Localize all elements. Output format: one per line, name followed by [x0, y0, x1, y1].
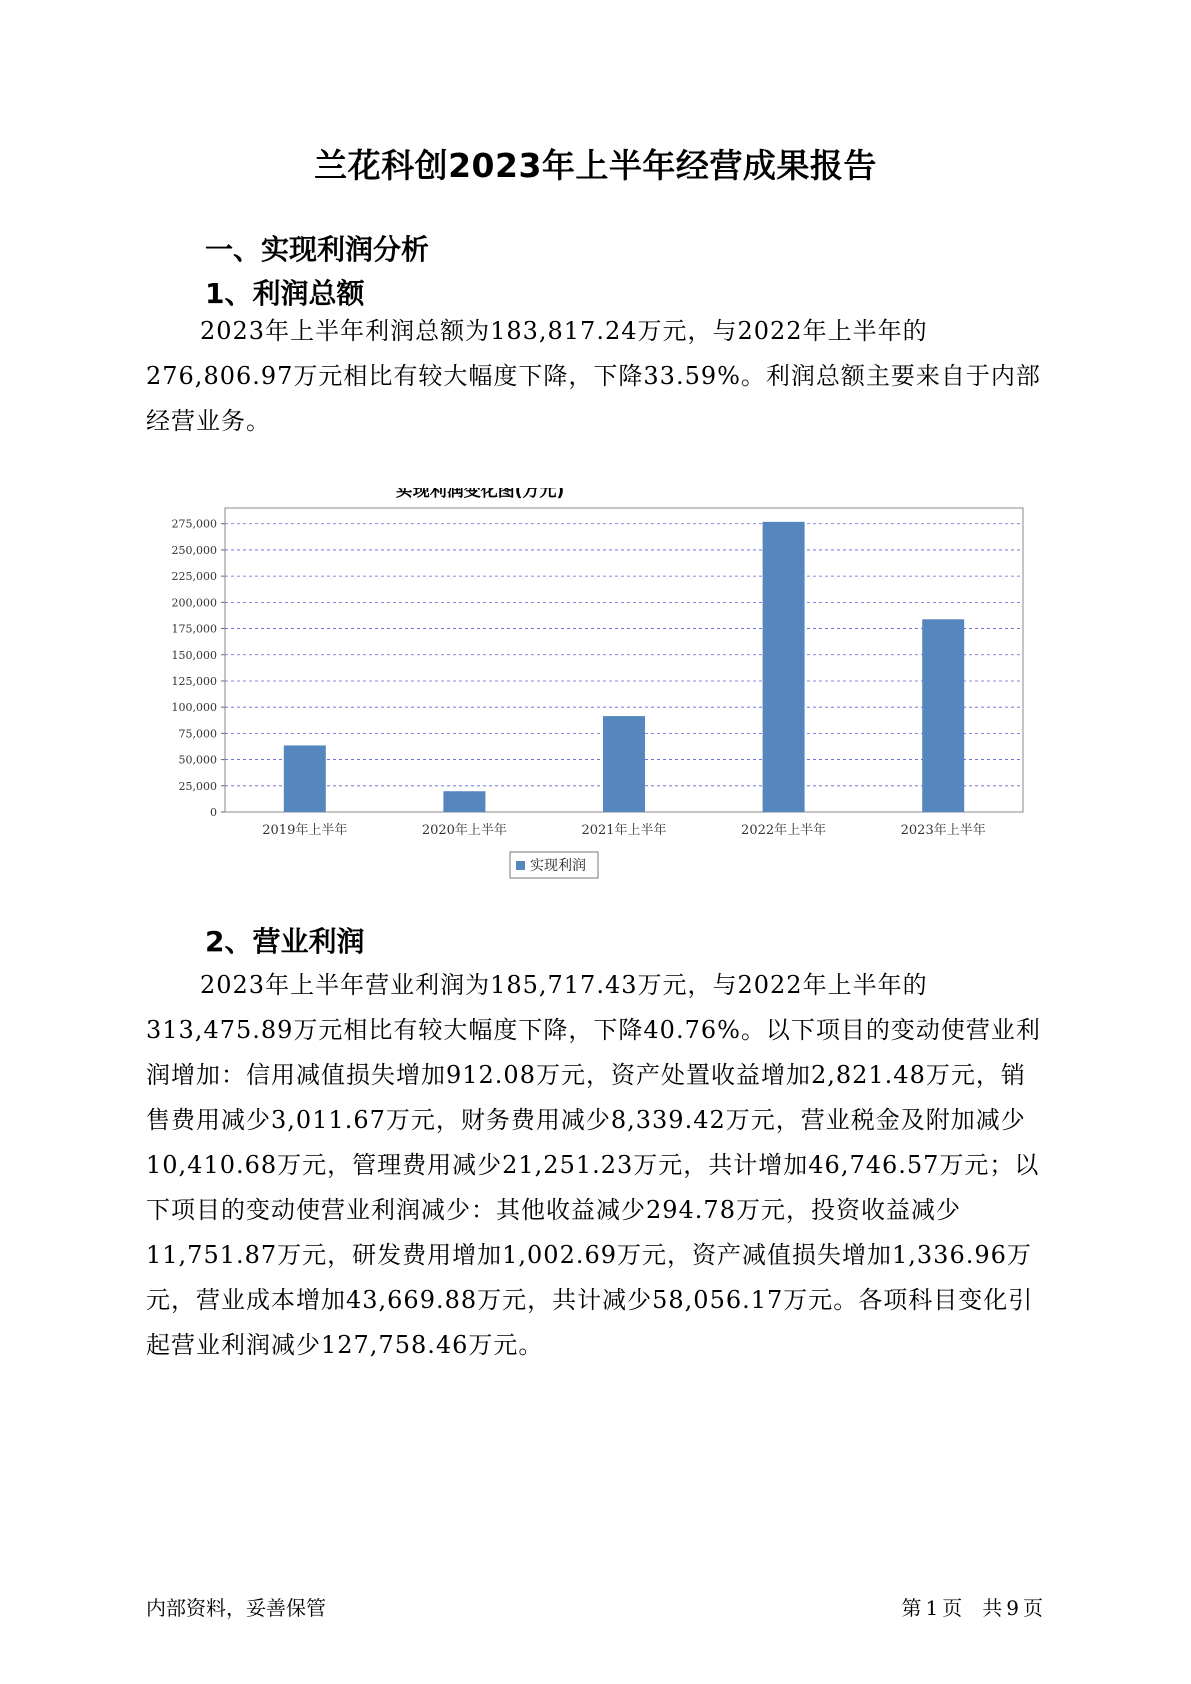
operating-profit-paragraph: 2023年上半年营业利润为185,717.43万元，与2022年上半年的313,475.89万元相比有较大幅度下降，下降40.76%。以下项目的变动使营业利润增加：信用减值损失增加912.08万元，资产处置收益增加2,821.48万元，销售费用减少3,011.67万元，财务费用减少8,339.42万元，营业税金及附加减少10,410.68万元，管理费用减少21,251.23万元，共计增加46,746.57万元；以下项目的变动使营业利润减少：其他收益减少294.78万元，投资收益减少11,751.87万元，研发费用增加1,002.69万元，资产减值损失增加1,336.96万元，营业成本增加43,669.88万元，共计减少58,056.17万元。各项科目变化引起营业利润减少127,758.46万元。: [146, 971, 1041, 1359]
y-tick-label: 150,000: [171, 648, 217, 662]
y-tick-label: 0: [210, 806, 217, 819]
page-total: 9: [1006, 1596, 1019, 1620]
y-tick-label: 125,000: [171, 674, 217, 688]
bar: [922, 619, 964, 812]
x-tick-label: 2023年上半年: [900, 823, 986, 838]
profit-chart: [160, 488, 1040, 953]
bar: [284, 745, 326, 812]
x-tick-label: 2019年上半年: [262, 823, 348, 838]
page-title: 兰花科创2023年上半年经营成果报告: [314, 146, 877, 185]
page-suffix: 页: [1023, 1596, 1043, 1620]
x-tick-label: 2021年上半年: [581, 823, 667, 838]
footer-page-number: [900, 1592, 1045, 1621]
y-tick-label: 175,000: [171, 622, 217, 636]
bar: [443, 791, 485, 812]
page-prefix: 第: [901, 1596, 922, 1620]
total-profit-paragraph: 2023年上半年利润总额为183,817.24万元，与2022年上半年的276,806.97万元相比有较大幅度下降，下降33.59%。利润总额主要来自于内部经营业务。: [146, 317, 1041, 435]
y-tick-label: 225,000: [171, 570, 217, 584]
footer-confidential-note: 内部资料，妥善保管: [146, 1596, 326, 1620]
profit-bar-chart: [160, 488, 1040, 953]
legend-swatch: [516, 861, 525, 870]
x-tick-label: 2020年上半年: [421, 823, 507, 838]
y-tick-label: 250,000: [171, 543, 217, 557]
y-tick-label: 275,000: [171, 517, 217, 531]
bar: [763, 522, 805, 812]
section-heading-profit-analysis: 一、实现利润分析: [205, 233, 430, 266]
y-tick-label: 50,000: [178, 753, 217, 767]
page-mid: 页 共: [942, 1596, 1003, 1620]
page-current: 1: [925, 1596, 939, 1620]
subsection-heading-total-profit: 1、利润总额: [205, 277, 365, 310]
bar: [603, 716, 645, 812]
chart-title: 实现利润变化图(万元): [395, 488, 565, 501]
subsection-heading-operating-profit: 2、营业利润: [205, 925, 365, 958]
y-tick-label: 200,000: [171, 596, 217, 610]
y-tick-label: 100,000: [171, 701, 217, 715]
y-tick-label: 25,000: [178, 779, 217, 793]
y-tick-label: 75,000: [178, 727, 217, 741]
x-tick-label: 2022年上半年: [741, 823, 827, 838]
legend-label: 实现利润: [530, 858, 586, 874]
